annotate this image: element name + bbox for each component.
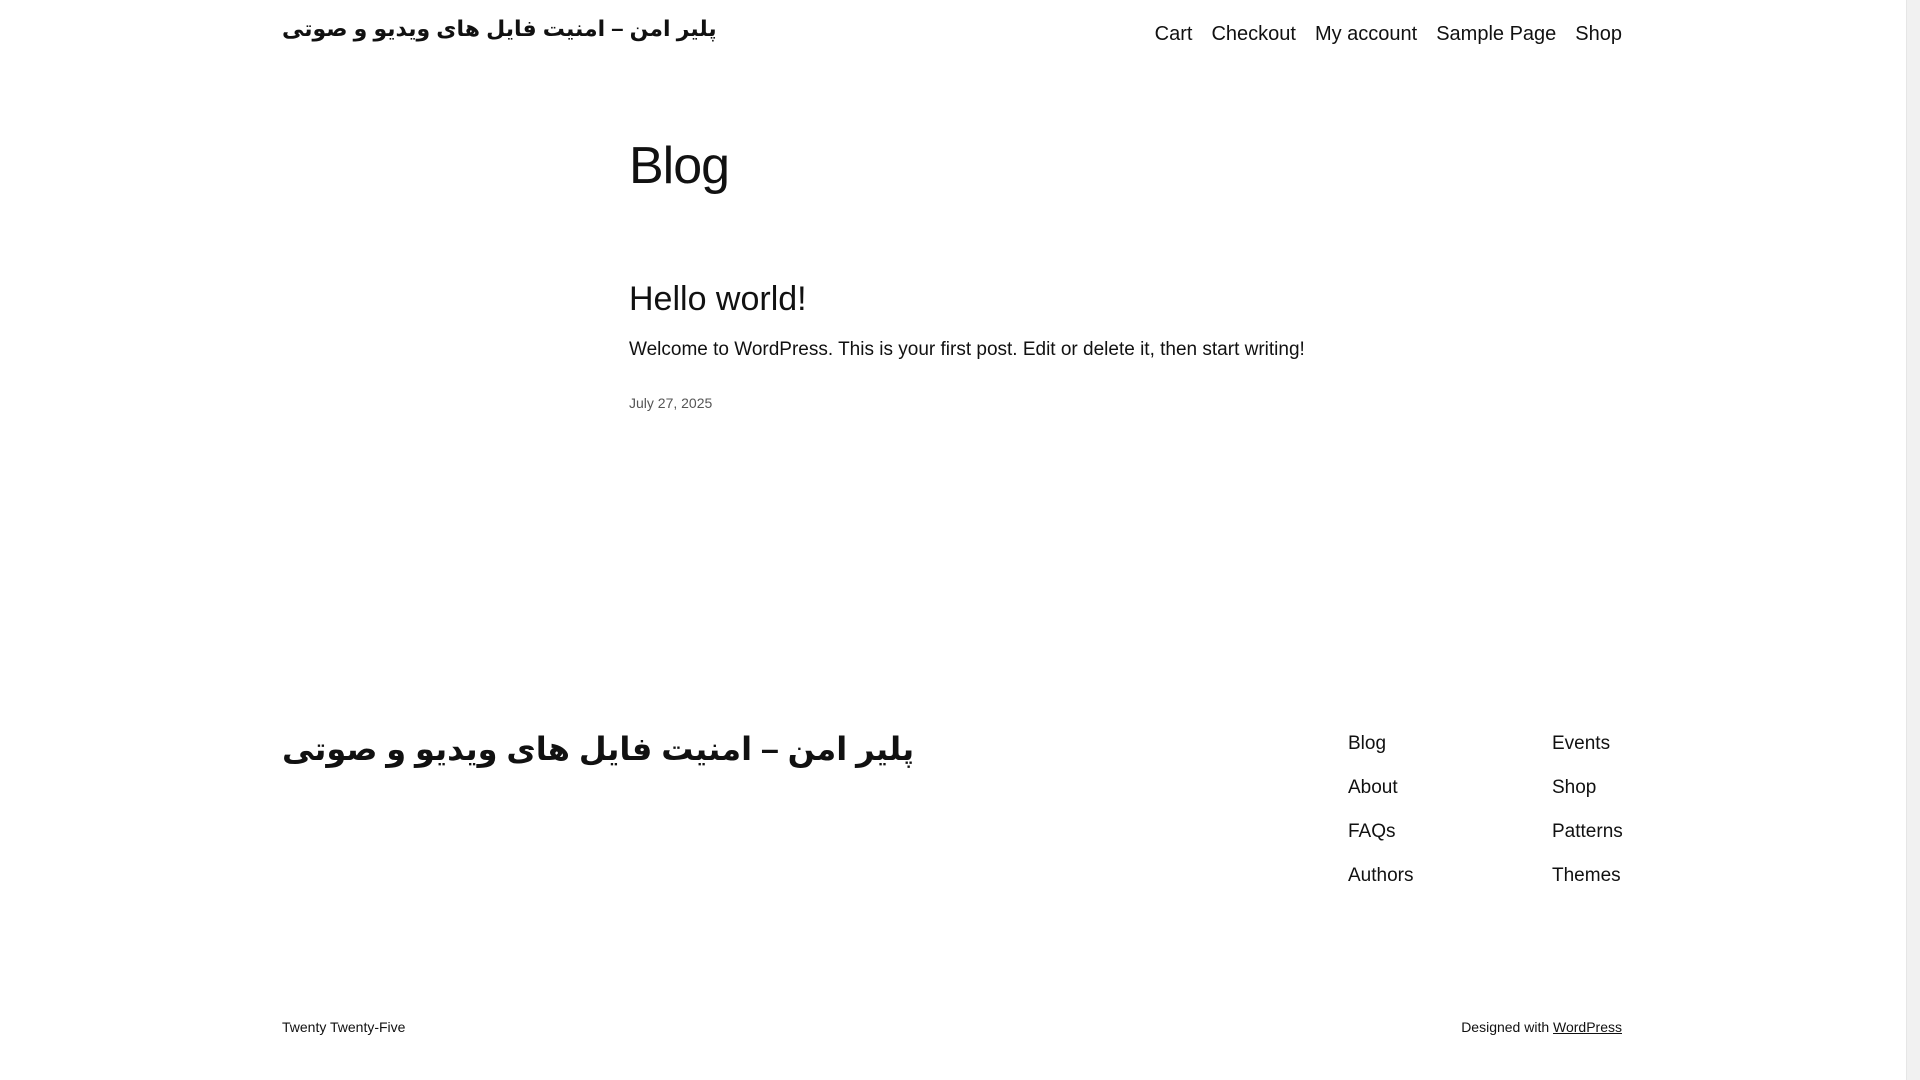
footer-theme-name: Twenty Twenty-Five (282, 1019, 406, 1035)
post-date: July 27, 2025 (629, 395, 713, 411)
footer-credit-prefix: Designed with (1461, 1019, 1550, 1035)
page-scrollbar[interactable] (1906, 0, 1920, 1080)
footer-nav-column-1 (1348, 732, 1413, 887)
primary-nav (1155, 23, 1622, 46)
footer-credit-wordpress-link[interactable]: WordPress (1553, 1019, 1622, 1035)
page-title: Blog (629, 137, 730, 195)
footer-link-themes[interactable]: Themes (1552, 865, 1621, 886)
footer-nav-column-2 (1552, 732, 1623, 887)
footer-credit (1461, 1019, 1622, 1035)
footer-site-title-link[interactable]: پلیر امن – امنیت فایل های ویدیو و صوتی (282, 731, 915, 767)
footer-link-authors[interactable]: Authors (1348, 865, 1414, 886)
post-excerpt: Welcome to WordPress. This is your first post. Edit or delete it, then start writing! (629, 339, 1305, 360)
site-title-link[interactable]: پلیر امن – امنیت فایل های ویدیو و صوتی (282, 16, 717, 41)
post-title-link[interactable]: Hello world! (629, 280, 807, 318)
footer-link-shop[interactable]: Shop (1552, 777, 1597, 798)
footer-link-blog[interactable]: Blog (1348, 733, 1387, 754)
nav-item-shop[interactable]: Shop (1575, 23, 1622, 45)
footer-link-events[interactable]: Events (1552, 733, 1611, 754)
footer-link-faqs[interactable]: FAQs (1348, 821, 1396, 842)
footer-link-patterns[interactable]: Patterns (1552, 821, 1623, 842)
nav-item-my-account[interactable]: My account (1314, 23, 1418, 45)
footer-link-about[interactable]: About (1348, 777, 1398, 798)
nav-item-cart[interactable]: Cart (1154, 23, 1193, 45)
nav-item-sample-page[interactable]: Sample Page (1436, 23, 1557, 45)
nav-item-checkout[interactable]: Checkout (1211, 23, 1296, 45)
